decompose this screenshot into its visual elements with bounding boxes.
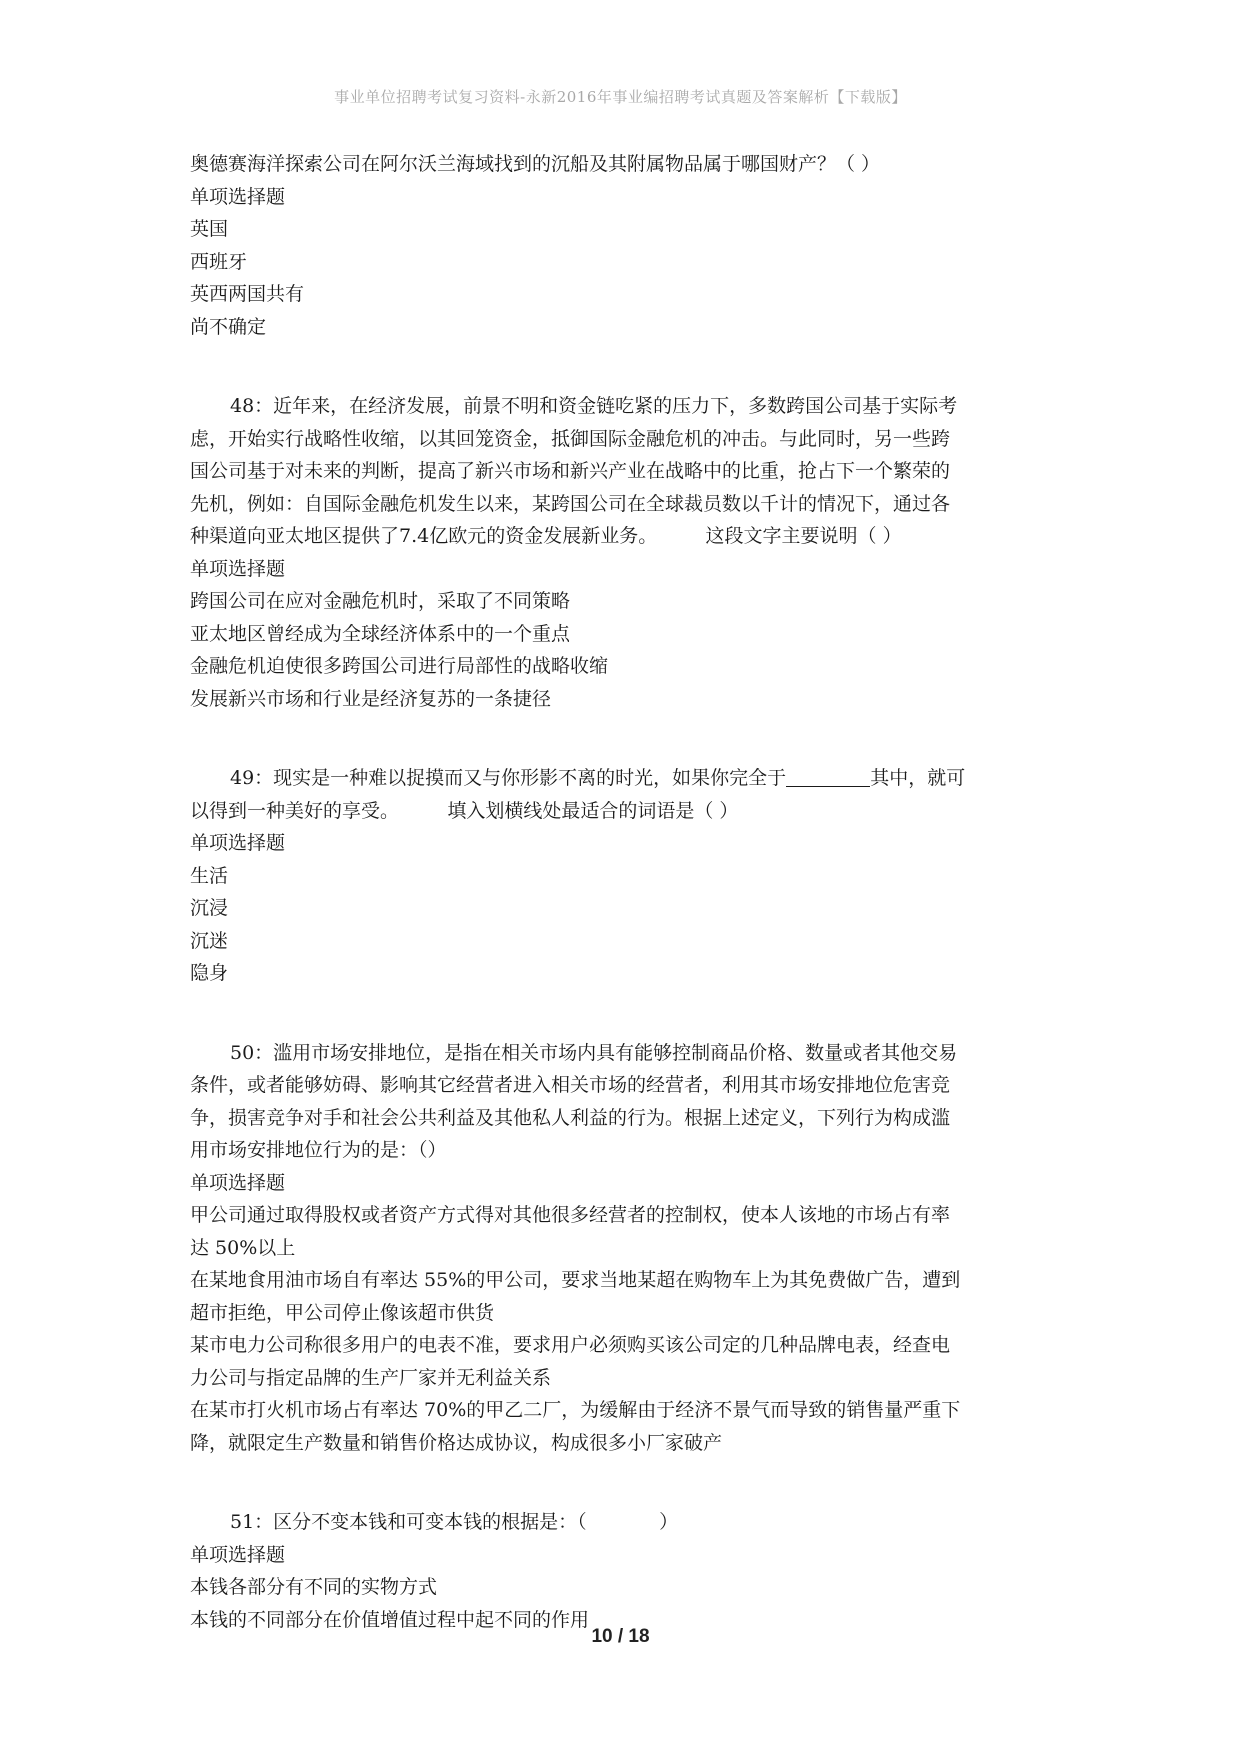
page-number: 10 / 18 <box>591 1626 650 1647</box>
option: 发展新兴市场和行业是经济复苏的一条捷径 <box>190 687 552 710</box>
question-type: 单项选择题 <box>190 1543 286 1566</box>
question-51 <box>190 1506 1060 1636</box>
option: 英西两国共有 <box>190 283 305 305</box>
question-stem-line: 以得到一种美好的享受。 填入划横线处最适合的词语是（ ） <box>190 799 739 822</box>
question-50 <box>190 1037 1060 1460</box>
question-type: 单项选择题 <box>190 557 286 580</box>
option: 沉浸 <box>190 897 229 919</box>
question-49 <box>190 762 1060 990</box>
option: 尚不确定 <box>190 315 267 338</box>
option: 英国 <box>190 218 229 240</box>
question-stem-line: 条件，或者能够妨碍、影响其它经营者进入相关市场的经营者，利用其市场安排地位危害竞 <box>190 1074 951 1096</box>
question-stem-line: 种渠道向亚太地区提供了7.4亿欧元的资金发展新业务。 这段文字主要说明（ ） <box>190 525 902 547</box>
question-type: 单项选择题 <box>190 185 286 208</box>
option-line: 甲公司通过取得股权或者资产方式得对其他很多经营者的控制权，使本人该地的市场占有率 <box>190 1204 951 1226</box>
question-stem: 51：区分不变本钱和可变本钱的根据是：（ ） <box>230 1511 679 1533</box>
question-stem-line: 国公司基于对未来的判断，提高了新兴市场和新兴产业在战略中的比重，抢占下一个繁荣的 <box>190 460 951 482</box>
question-stem-line: 争，损害竞争对手和社会公共利益及其他私人利益的行为。根据上述定义，下列行为构成滥 <box>190 1106 951 1129</box>
stem-text: 49：现实是一种难以捉摸而又与你形影不离的时光，如果你完全于 <box>230 767 787 789</box>
option: 跨国公司在应对金融危机时，采取了不同策略 <box>190 590 571 612</box>
option: 亚太地区曾经成为全球经济体系中的一个重点 <box>190 622 571 645</box>
question-stem-line <box>190 762 1060 795</box>
option-line: 降，就限定生产数量和销售价格达成协议，构成很多小厂家破产 <box>190 1431 723 1454</box>
option: 本钱的不同部分在价值增值过程中起不同的作用 <box>190 1608 590 1631</box>
option-line: 达 50%以上 <box>190 1236 296 1259</box>
option-line: 超市拒绝，甲公司停止像该超市供货 <box>190 1301 495 1324</box>
stem-text: 其中，就可 <box>870 767 966 789</box>
option: 隐身 <box>190 962 229 984</box>
option: 金融危机迫使很多跨国公司进行局部性的战略收缩 <box>190 655 609 677</box>
fill-in-blank <box>786 766 870 787</box>
option: 生活 <box>190 864 229 887</box>
question-type: 单项选择题 <box>190 832 286 854</box>
option: 沉迷 <box>190 929 229 952</box>
option: 本钱各部分有不同的实物方式 <box>190 1576 438 1598</box>
question-type: 单项选择题 <box>190 1171 286 1194</box>
option-line: 在某地食用油市场自有率达 55%的甲公司，要求当地某超在购物车上为其免费做广告，遭到 <box>190 1269 961 1291</box>
question-47 <box>190 148 1060 343</box>
option: 西班牙 <box>190 250 248 273</box>
question-48 <box>190 390 1060 715</box>
option-line: 在某市打火机市场占有率达 70%的甲乙二厂，为缓解由于经济不景气而导致的销售量严重下 <box>190 1399 961 1421</box>
question-stem-line: 用市场安排地位行为的是：（） <box>190 1139 447 1161</box>
question-stem-line: 先机，例如：自国际金融危机发生以来，某跨国公司在全球裁员数以千计的情况下，通过各 <box>190 492 951 515</box>
option-line: 力公司与指定品牌的生产厂家并无利益关系 <box>190 1366 552 1389</box>
document-body <box>190 148 1060 1636</box>
page-header: 事业单位招聘考试复习资料-永新2016年事业编招聘考试真题及答案解析【下载版】 <box>334 88 907 106</box>
option-line: 某市电力公司称很多用户的电表不准，要求用户必须购买该公司定的几种品牌电表，经查电 <box>190 1334 951 1356</box>
question-stem: 奥德赛海洋探索公司在阿尔沃兰海域找到的沉船及其附属物品属于哪国财产？（ ） <box>190 153 881 175</box>
question-stem-line: 虑，开始实行战略性收缩，以其回笼资金，抵御国际金融危机的冲击。与此同时，另一些跨 <box>190 427 951 450</box>
question-stem-line: 50：滥用市场安排地位，是指在相关市场内具有能够控制商品价格、数量或者其他交易 <box>230 1041 958 1064</box>
question-stem-line: 48：近年来，在经济发展，前景不明和资金链吃紧的压力下，多数跨国公司基于实际考 <box>230 395 958 417</box>
